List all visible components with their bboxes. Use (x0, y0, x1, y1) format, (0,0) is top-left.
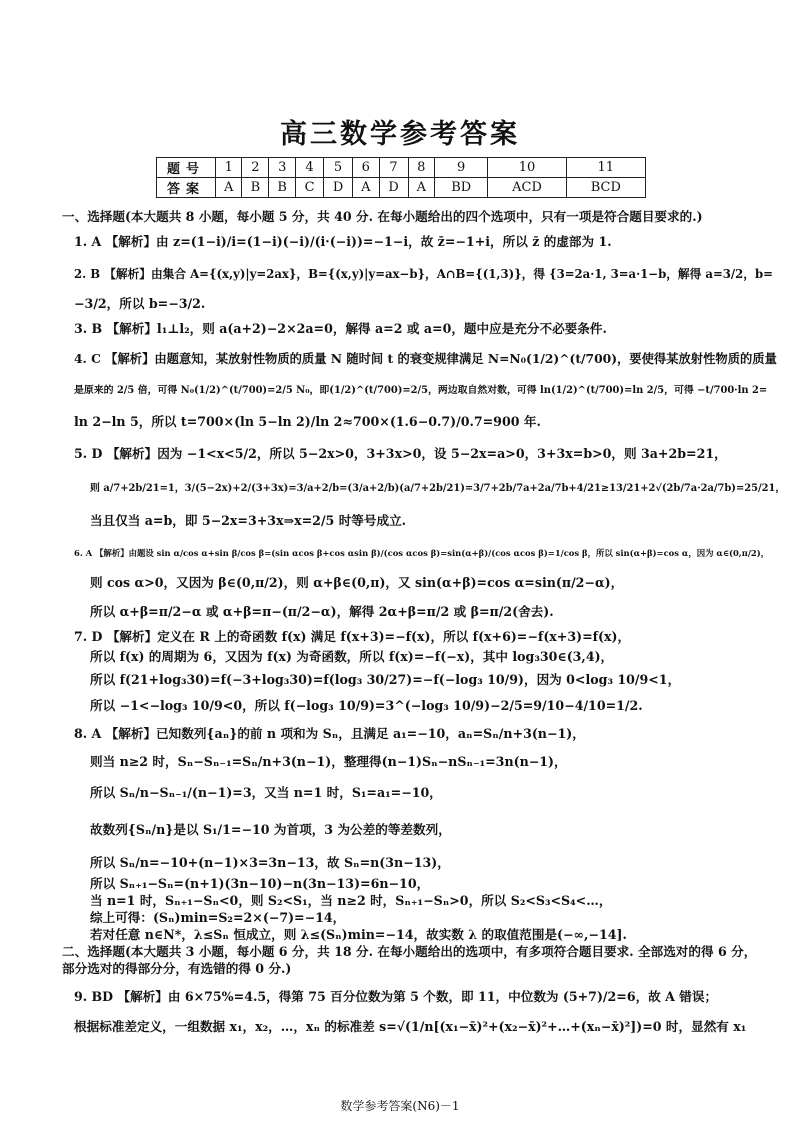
answer-cell: D (379, 178, 408, 198)
solution-line: 故数列{Sₙ/n}是以 S₁/1=−10 为首项，3 为公差的等差数列， (90, 822, 451, 837)
answer-cell: A (216, 178, 242, 198)
table-answer-label: 答案 (157, 178, 216, 198)
section-heading-continued: 部分选对的得部分分，有选错的得 0 分.) (62, 961, 292, 976)
solution-line: −3/2，所以 b=−3/2. (74, 296, 206, 311)
solution-line: 所以 f(x) 的周期为 6，又因为 f(x) 为奇函数，所以 f(x)=−f(−x)，其中 log₃30∈(3,4)， (90, 649, 614, 664)
answer-cell: ACD (488, 178, 566, 198)
solution-line: 是原来的 2/5 倍，可得 N₀(1/2)^(t/700)=2/5 N₀，即(1/2)^(t/700)=2/5，两边取自然对数，可得 ln(1/2)^(t/700)=ln 2/5，可得 −t/700·ln 2= (74, 385, 768, 396)
solution-line: 所以 Sₙ₊₁−Sₙ=(n+1)(3n−10)−n(3n−13)=6n−10， (90, 876, 430, 891)
question-number: 11 (566, 158, 645, 178)
answer-cell: D (324, 178, 353, 198)
solution-line: 1. A 【解析】由 z=(1−i)/i=(1−i)(−i)/(i·(−i))=−1−i，故 z̄=−1+i，所以 z̄ 的虚部为 1. (74, 234, 612, 249)
solution-line: 2. B 【解析】由集合 A={(x,y)|y=2ax}，B={(x,y)|y=ax−b}，A∩B={(1,3)}，得 {3=2a·1, 3=a·1−b，解得 a=3/2，b= (74, 267, 773, 281)
solution-line: 8. A 【解析】已知数列{aₙ}的前 n 项和为 Sₙ，且满足 a₁=−10，aₙ=Sₙ/n+3(n−1)， (74, 726, 585, 741)
table-header-label: 题号 (157, 158, 216, 178)
question-number: 8 (408, 158, 434, 178)
solution-line: 则 a/7+2b/21=1，3/(5−2x)+2/(3+3x)=3/a+2/b=(3/a+2/b)(a/7+2b/21)=3/7+2b/7a+2a/7b+4/21≥13/21+2√(2b/7a·2a/7b)=25/21， (90, 483, 786, 494)
answer-cell: A (408, 178, 434, 198)
answer-cell: B (242, 178, 269, 198)
solution-line: ln 2−ln 5，所以 t=700×(ln 5−ln 2)/ln 2≈700×(1.6−0.7)/0.7=900 年. (74, 414, 541, 429)
solution-line: 综上可得：(Sₙ)min=S₂=2×(−7)=−14， (90, 910, 346, 925)
solution-line: 4. C 【解析】由题意知，某放射性物质的质量 N 随时间 t 的衰变规律满足 N=N₀(1/2)^(t/700)，要使得某放射性物质的质量 (74, 351, 777, 366)
question-number: 10 (488, 158, 566, 178)
section-heading: 一、选择题(本大题共 8 小题，每小题 5 分，共 40 分. 在每小题给出的四个选项中，只有一项是符合题目要求的.) (62, 209, 703, 224)
answer-cell: B (269, 178, 296, 198)
solution-line: 所以 Sₙ/n=−10+(n−1)×3=3n−13，故 Sₙ=n(3n−13)， (90, 855, 450, 870)
answer-cell: C (296, 178, 324, 198)
page-title: 高三数学参考答案 (280, 119, 520, 150)
page-footer: 数学参考答案(N6)－1 (340, 1099, 460, 1113)
question-number: 7 (379, 158, 408, 178)
answer-table-answer-row (157, 178, 646, 198)
solution-line: 当且仅当 a=b，即 5−2x=3+3x⇒x=2/5 时等号成立. (90, 513, 407, 528)
solution-line: 则当 n≥2 时，Sₙ−Sₙ₋₁=Sₙ/n+3(n−1)，整理得(n−1)Sₙ−nSₙ₋₁=3n(n−1)， (90, 754, 567, 769)
question-number: 1 (216, 158, 242, 178)
solution-line: 根据标准差定义，一组数据 x₁，x₂，…，xₙ 的标准差 s=√(1/n[(x₁−x̄)²+(x₂−x̄)²+…+(xₙ−x̄)²])=0 时，显然有 x₁ (74, 1019, 747, 1034)
solution-line: 7. D 【解析】定义在 R 上的奇函数 f(x) 满足 f(x+3)=−f(x)，所以 f(x+6)=−f(x+3)=f(x)， (74, 629, 631, 644)
solution-line: 3. B 【解析】l₁⊥l₂，则 a(a+2)−2×2a=0，解得 a=2 或 a=0，题中应是充分不必要条件. (74, 321, 607, 336)
question-number: 6 (353, 158, 379, 178)
section-heading: 二、选择题(本大题共 3 小题，每小题 6 分，共 18 分. 在每小题给出的选项中，有多项符合题目要求. 全部选对的得 6 分， (62, 944, 757, 959)
solution-line: 当 n=1 时，Sₙ₊₁−Sₙ<0，则 S₂<S₁，当 n≥2 时，Sₙ₊₁−Sₙ>0，所以 S₂<S₃<S₄<…， (90, 893, 612, 908)
question-number: 9 (435, 158, 488, 178)
question-number: 3 (269, 158, 296, 178)
answer-cell: A (353, 178, 379, 198)
solution-line: 若对任意 n∈N*，λ≤Sₙ 恒成立，则 λ≤(Sₙ)min=−14，故实数 λ 的取值范围是(−∞,−14]. (90, 927, 627, 942)
question-number: 5 (324, 158, 353, 178)
solution-line: 6. A 【解析】由题设 sin α/cos α+sin β/cos β=(sin αcos β+cos αsin β)/(cos αcos β)=sin(α+β)/(cos αcos β)=1/cos β，所以 sin(α+β)=cos α，因为 α∈(0,π/2)， (74, 548, 770, 558)
answer-table-number-row (157, 158, 646, 178)
answer-table (156, 157, 646, 198)
solution-line: 5. D 【解析】因为 −1<x<5/2，所以 5−2x>0，3+3x>0，设 5−2x=a>0，3+3x=b>0，则 3a+2b=21， (74, 446, 727, 461)
question-number: 2 (242, 158, 269, 178)
solution-line: 所以 Sₙ/n−Sₙ₋₁/(n−1)=3，又当 n=1 时，S₁=a₁=−10， (90, 785, 442, 800)
answer-cell: BD (435, 178, 488, 198)
solution-line: 则 cos α>0，又因为 β∈(0,π/2)，则 α+β∈(0,π)，又 sin(α+β)=cos α=sin(π/2−α)， (90, 575, 624, 590)
solution-line: 所以 f(21+log₃30)=f(−3+log₃30)=f(log₃ 30/27)=−f(−log₃ 10/9)，因为 0<log₃ 10/9<1， (90, 672, 681, 687)
solution-line: 所以 α+β=π/2−α 或 α+β=π−(π/2−α)，解得 2α+β=π/2 或 β=π/2(舍去). (90, 604, 554, 619)
solution-line: 9. BD 【解析】由 6×75%=4.5，得第 75 百分位数为第 5 个数，即 11，中位数为 (5+7)/2=6，故 A 错误； (74, 989, 718, 1004)
question-number: 4 (296, 158, 324, 178)
answer-cell: BCD (566, 178, 645, 198)
solution-line: 所以 −1<−log₃ 10/9<0，所以 f(−log₃ 10/9)=3^(−log₃ 10/9)−2/5=9/10−4/10=1/2. (90, 698, 643, 713)
